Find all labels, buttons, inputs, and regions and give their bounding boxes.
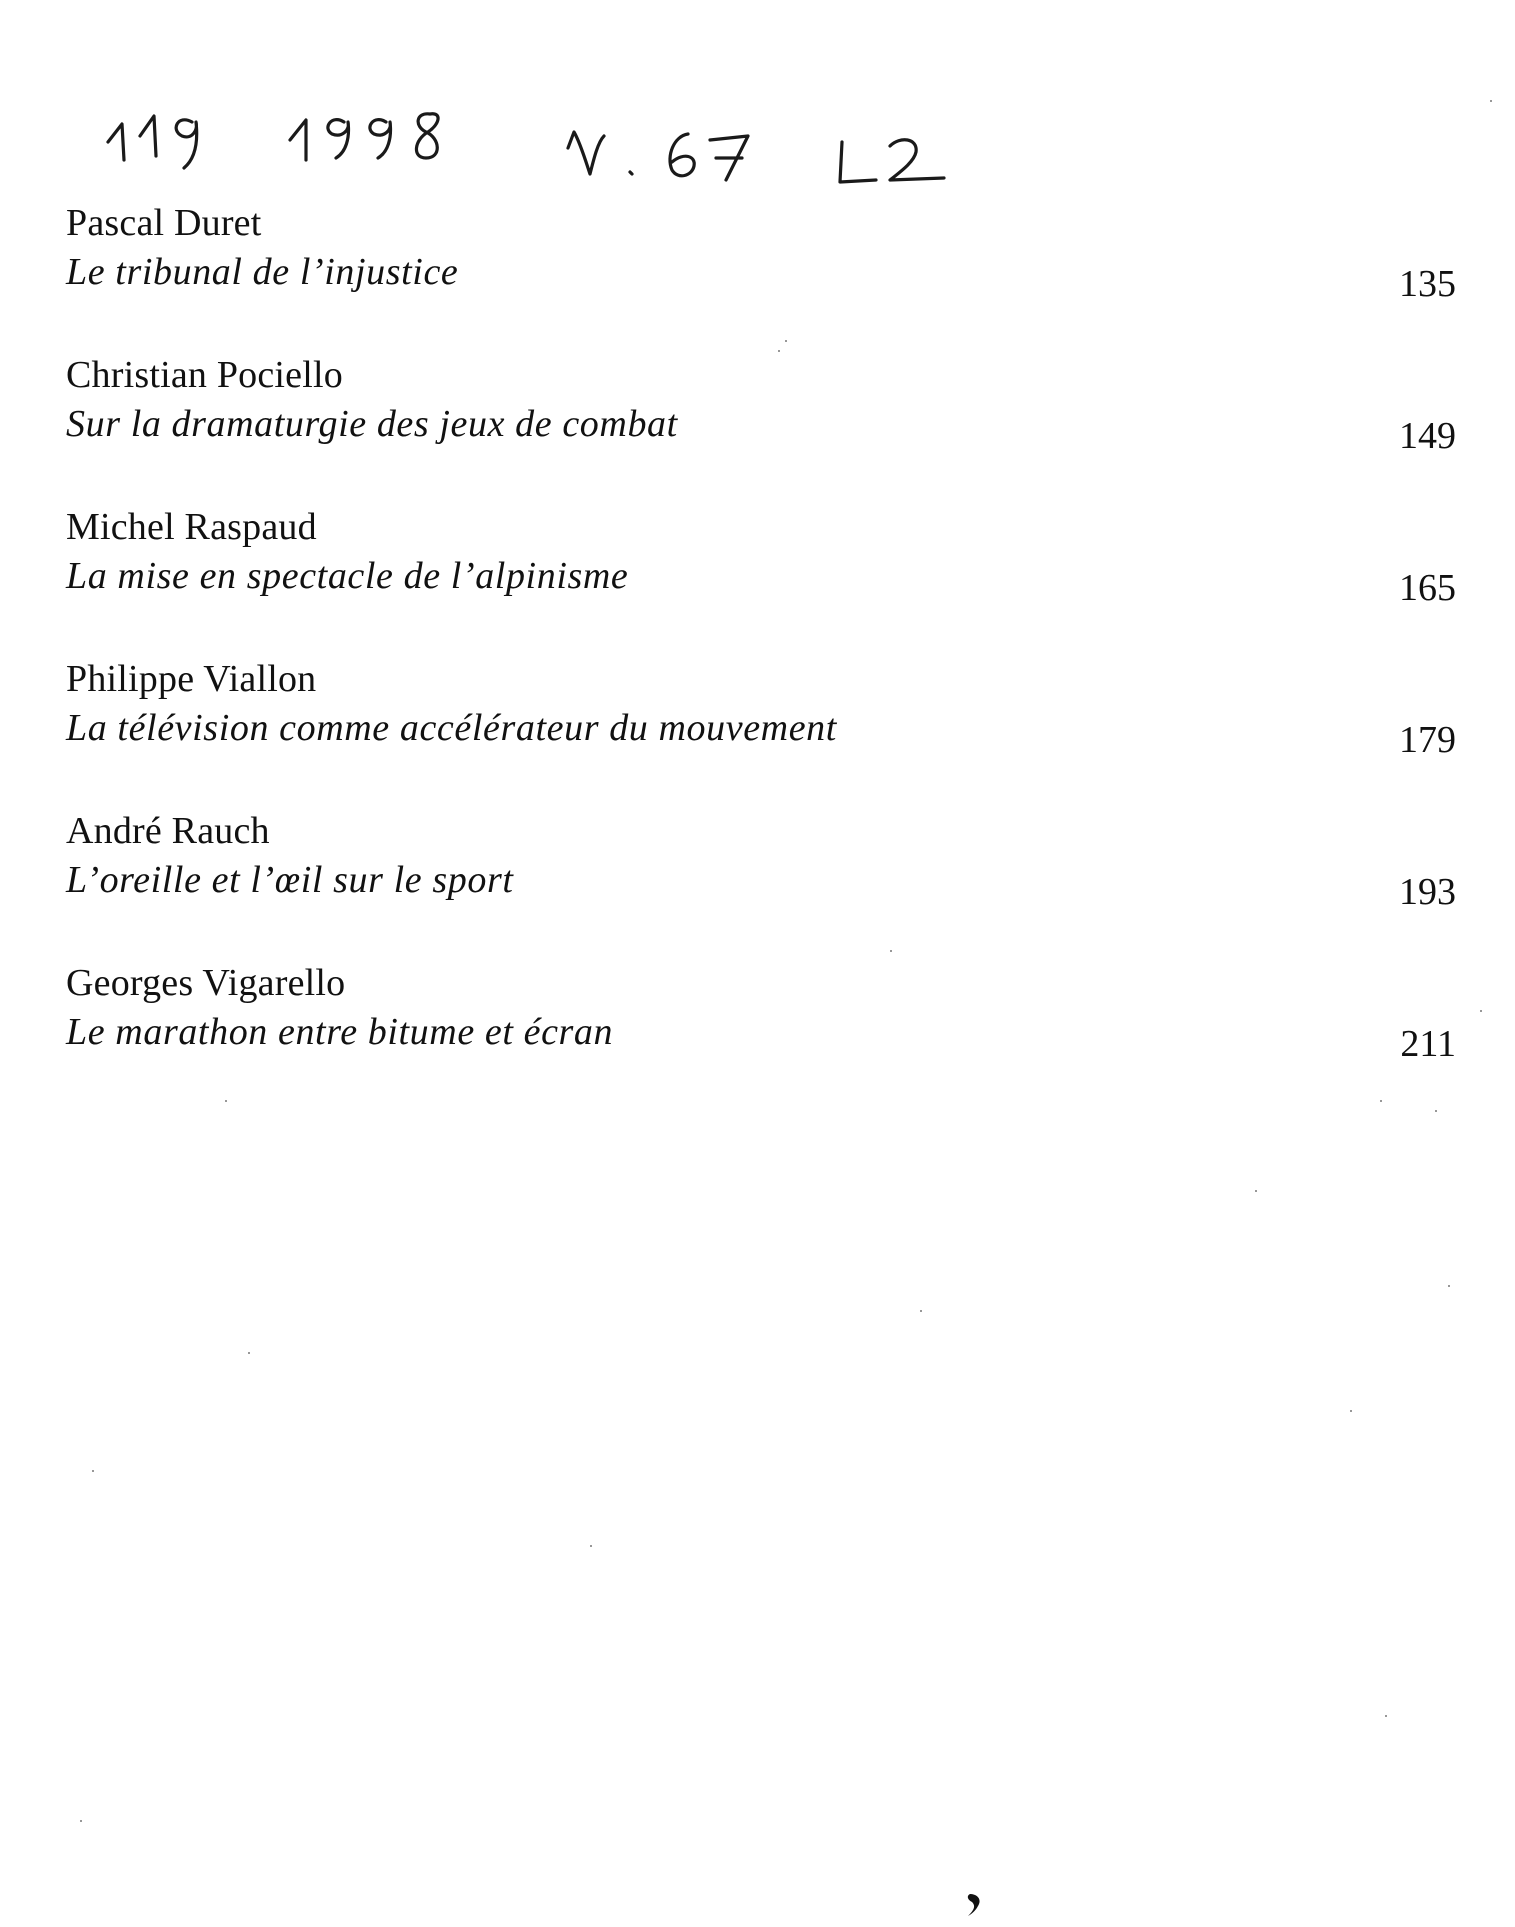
ink-mark bbox=[964, 1890, 986, 1920]
entry-page-number: 135 bbox=[1399, 263, 1456, 305]
entry-author: Christian Pociello bbox=[66, 354, 343, 396]
entry-title: L’oreille et l’œil sur le sport bbox=[66, 859, 514, 901]
handwritten-annotation bbox=[100, 100, 1060, 195]
toc-entry bbox=[66, 352, 1456, 504]
entry-title: Sur la dramaturgie des jeux de combat bbox=[66, 403, 678, 445]
toc-entry bbox=[66, 200, 1456, 352]
toc-entry bbox=[66, 960, 1456, 1112]
entry-author: Philippe Viallon bbox=[66, 658, 317, 700]
entry-author: André Rauch bbox=[66, 810, 270, 852]
entry-title: Le tribunal de l’injustice bbox=[66, 251, 459, 293]
entry-page-number: 149 bbox=[1399, 415, 1456, 457]
entry-page-number: 211 bbox=[1400, 1023, 1456, 1065]
toc-entry bbox=[66, 656, 1456, 808]
handwriting-drawing bbox=[100, 100, 1060, 195]
entry-author: Georges Vigarello bbox=[66, 962, 346, 1004]
entry-page-number: 179 bbox=[1399, 719, 1456, 761]
entry-author: Pascal Duret bbox=[66, 202, 262, 244]
entry-title: La télévision comme accélérateur du mouvement bbox=[66, 707, 837, 749]
table-of-contents bbox=[66, 200, 1456, 1112]
toc-entry bbox=[66, 808, 1456, 960]
entry-author: Michel Raspaud bbox=[66, 506, 317, 548]
entry-page-number: 193 bbox=[1399, 871, 1456, 913]
toc-entry bbox=[66, 504, 1456, 656]
entry-page-number: 165 bbox=[1399, 567, 1456, 609]
entry-title: Le marathon entre bitume et écran bbox=[66, 1011, 614, 1053]
entry-title: La mise en spectacle de l’alpinisme bbox=[66, 555, 629, 597]
